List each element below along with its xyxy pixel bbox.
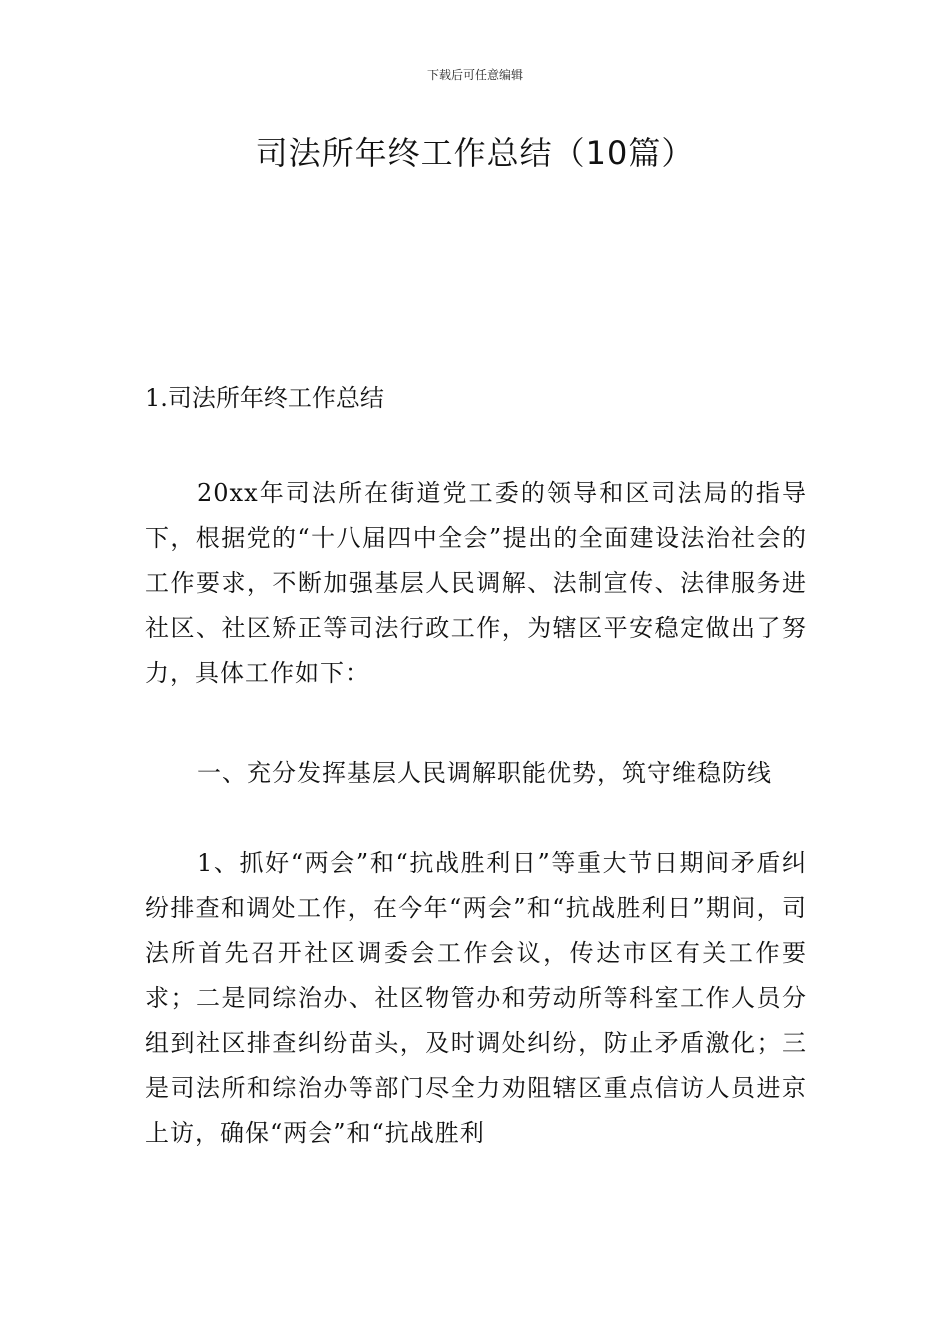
subheading-paragraph: 一、充分发挥基层人民调解职能优势，筑守维稳防线	[197, 759, 772, 787]
document-title: 司法所年终工作总结（10篇）	[255, 134, 695, 172]
header-note: 下载后可任意编辑	[426, 68, 523, 82]
document-body	[145, 378, 807, 1156]
section-heading: 1.司法所年终工作总结	[145, 384, 384, 412]
item-paragraph: 1、抓好“两会”和“抗战胜利日”等重大节日期间矛盾纠纷排查和调处工作，在今年“两会”和“抗战胜利日”期间，司法所首先召开社区调委会工作会议，传达市区有关工作要求；二是同综治办、社区物管办和劳动所等科室工作人员分组到社区排查纠纷苗头，及时调处纠纷，防止矛盾激化；三是司法所和综治办等部门尽全力劝阻辖区重点信访人员进京上访，确保“两会”和“抗战胜利	[145, 849, 807, 1147]
intro-paragraph: 20xx年司法所在街道党工委的领导和区司法局的指导下，根据党的“十八届四中全会”提出的全面建设法治社会的工作要求，不断加强基层人民调解、法制宣传、法律服务进社区、社区矫正等司法行政工作，为辖区平安稳定做出了努力，具体工作如下：	[145, 479, 807, 687]
